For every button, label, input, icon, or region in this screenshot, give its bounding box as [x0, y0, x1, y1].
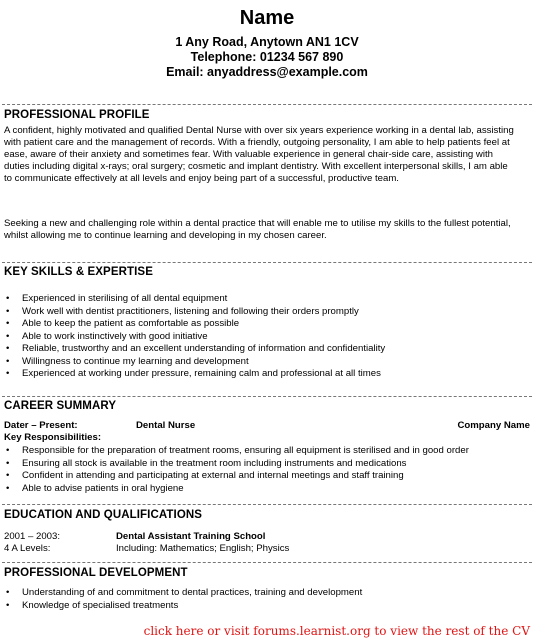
address: 1 Any Road, Anytown AN1 1CV [175, 35, 359, 49]
section-divider [2, 262, 532, 263]
list-item: • Able to keep the patient as comfortable as possible [4, 318, 385, 331]
list-item: • Responsible for the preparation of treatment rooms, ensuring all equipment is sterilised and in good order [4, 445, 469, 458]
career-dates: Dater – Present: [4, 420, 78, 431]
education-qualification: 4 A Levels: [4, 543, 51, 554]
responsibilities-label: Key Responsibilities: [4, 432, 102, 443]
candidate-name: Name [239, 7, 295, 29]
education-institution: Dental Assistant Training School [116, 531, 266, 542]
career-role: Dental Nurse [136, 420, 196, 431]
list-item: • Knowledge of specialised treatments [4, 600, 362, 613]
view-full-cv-link[interactable]: click here or visit forums.learnist.org to view the rest of the CV [143, 624, 530, 638]
education-date: 2001 – 2003: [4, 531, 61, 542]
list-item: • Willingness to continue my learning and development [4, 356, 385, 369]
list-item: • Experienced in sterilising of all dental equipment [4, 293, 385, 306]
section-divider [2, 104, 532, 105]
skills-heading: KEY SKILLS & EXPERTISE [4, 266, 153, 278]
education-heading: EDUCATION AND QUALIFICATIONS [4, 509, 203, 521]
list-item: • Able to advise patients in oral hygiene [4, 483, 469, 496]
development-heading: PROFESSIONAL DEVELOPMENT [4, 567, 188, 579]
profile-paragraph-2: Seeking a new and challenging role within a dental practice that will enable me to utilise my skills to the fullest potential, whilst allowing me to continue learning and developing in my chosen career. [4, 218, 511, 241]
profile-heading: PROFESSIONAL PROFILE [4, 109, 150, 121]
list-item: • Work well with dentist practitioners, listening and following their orders promptly [4, 306, 385, 319]
development-list [4, 587, 362, 612]
list-item: • Experienced at working under pressure, remaining calm and professional at all times [4, 368, 385, 381]
list-item: • Ensuring all stock is available in the treatment room including instruments and medications [4, 458, 469, 471]
section-divider [2, 504, 532, 505]
career-company: Company Name [457, 420, 530, 431]
email: Email: anyaddress@example.com [166, 65, 368, 79]
list-item: • Reliable, trustworthy and an excellent understanding of information and confidentiality [4, 343, 385, 356]
responsibilities-list [4, 445, 469, 495]
section-divider [2, 396, 532, 397]
skills-list [4, 293, 385, 381]
education-subjects: Including: Mathematics; English; Physics [116, 543, 290, 554]
list-item: • Confident in attending and participating at external and internal meetings and staff training [4, 470, 469, 483]
profile-paragraph-1: A confident, highly motivated and qualified Dental Nurse with over six years experience working in a dental lab, assisting with patient care and the management of records. With a friendly, outgoing personality, I am able to help patients feel at ease, aware of their anxiety and sometimes fear. With valuable experience in general chair-side care, assisting with duties including digital x-rays; oral surgery; cosmetic and implant dentistry. With excellent interpersonal skills, I am able to communicate effectively at all levels and enjoy being part of a successful, productive team. [4, 125, 514, 184]
list-item: • Understanding of and commitment to dental practices, training and development [4, 587, 362, 600]
list-item: • Able to work instinctively with good initiative [4, 331, 385, 344]
section-divider [2, 562, 532, 563]
career-heading: CAREER SUMMARY [4, 400, 117, 412]
telephone: Telephone: 01234 567 890 [190, 50, 344, 64]
